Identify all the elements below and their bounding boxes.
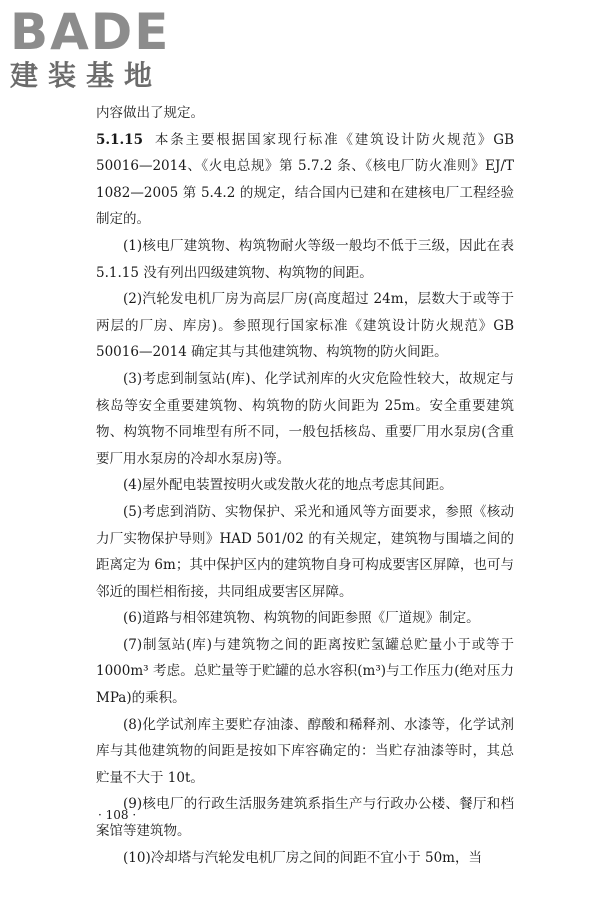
site-logo xyxy=(10,3,175,92)
item-9: (9)核电厂的行政生活服务建筑系指生产与行政办公楼、餐厅和档案馆等建筑物。 xyxy=(96,796,514,840)
item-2: (2)汽轮发电机厂房为高层厂房(高度超过 24m，层数大于或等于两层的厂房、库房)。参照现行国家标准《建筑设计防火规范》GB 50016—2014 确定其与其他建筑物、构筑物的防火间距。 xyxy=(96,291,514,361)
item-8: (8)化学试剂库主要贮存油漆、醇酸和稀释剂、水漆等，化学试剂库与其他建筑物的间距是按如下库容确定的：当贮存油漆等时，其总贮量不大于 10t。 xyxy=(96,716,514,786)
item-7: (7)制氢站(库)与建筑物之间的距离按贮氢罐总贮量小于或等于 1000m³ 考虑。总贮量等于贮罐的总水容积(m³)与工作压力(绝对压力 MPa)的乘积。 xyxy=(96,636,514,707)
section-intro-text: 本条主要根据国家现行标准《建筑设计防火规范》GB 50016—2014、《火电总规》第 5.7.2 条、《核电厂防火准则》EJ/T 1082—2005 第 5.4.2 的规定，结合国内已建和在建核电厂工程经验制定的。 xyxy=(96,131,514,228)
item-1: (1)核电厂建筑物、构筑物耐火等级一般均不低于三级，因此在表 5.1.15 没有列出四级建筑物、构筑物的间距。 xyxy=(96,237,514,281)
item-6: (6)道路与相邻建筑物、构筑物的间距参照《厂道规》制定。 xyxy=(123,610,480,627)
logo-subtitle: 建装基地 xyxy=(10,59,163,92)
logo-mark: BADE xyxy=(10,3,171,61)
paragraph-continuation: 内容做出了规定。 xyxy=(96,105,204,121)
item-5: (5)考虑到消防、实物保护、采光和通风等方面要求，参照《核动力厂实物保护导则》HAD 501/02 的有关规定，建筑物与围墙之间的距离定为 6m；其中保护区内的建筑物自身可构成要害区屏障，也可与邻近的围栏相衔接，共同组成要害区屏障。 xyxy=(96,503,514,600)
item-10: (10)冷却塔与汽轮发电机厂房之间的间距不宜小于 50m，当 xyxy=(123,849,482,866)
item-3: (3)考虑到制氢站(库)、化学试剂库的火灾危险性较大，故规定与核岛等安全重要建筑物、构筑物的防火间距为 25m。安全重要建筑物、构筑物不同堆型有所不同，一般包括核岛、重要厂用水泵房(含重要厂用水泵房的冷却水泵房)等。 xyxy=(96,370,514,467)
section-number: 5.1.15 xyxy=(96,131,143,148)
document-body xyxy=(96,100,514,871)
section-5-1-15 xyxy=(96,127,514,233)
item-4: (4)屋外配电装置按明火或发散火花的地点考虑其间距。 xyxy=(123,477,453,494)
page-number: · 108 · xyxy=(98,808,137,822)
